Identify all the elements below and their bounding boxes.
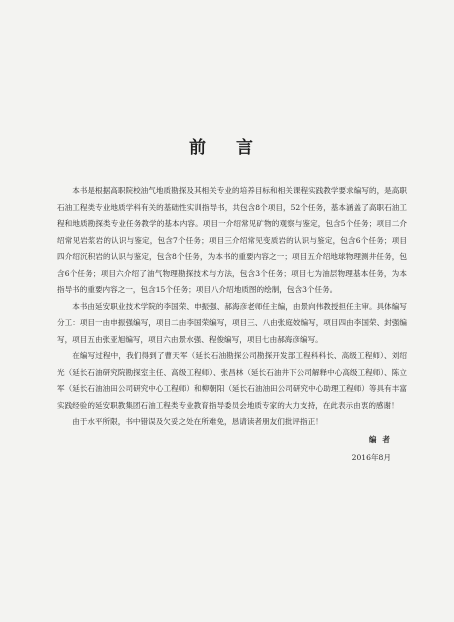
signature-date: 2016年8月 — [351, 453, 391, 462]
paragraph: 本书由延安职业技术学院的李国荣、申振强、郝海彦老师任主编，由景向伟教授担任主审。具体编写分工：项目一由申振强编写，项目二由李国荣编写，项目三、八由张庭姣编写，项目四由李国荣、封强编写，项目五由张亚旭编写，项目六由景水强、程俊编写，项目七由郝海彦编写。 — [57, 301, 407, 344]
paragraph: 本书是根据高职院校油气地质勘探及其相关专业的培养目标和相关课程实践教学要求编写的，是高职石油工程类专业地质学科有关的基础性实训指导书，共包含8个项目，52个任务，基本涵盖了高职石油工程和地质勘探类专业任务教学的基本内容。项目一介绍常见矿物的观察与鉴定，包含5个任务；项目二介绍常见岩浆岩的认识与鉴定，包含7个任务；项目三介绍常见变质岩的认识与鉴定，包含6个任务；项目四介绍沉积岩的认识与鉴定，包含8个任务，为本书的重要内容之一；项目五介绍地球物理测井任务，包含6个任务；项目六介绍了油气物理勘探技术与方法，包含3个任务；项目七为油层物理基本任务，为本指导书的重要内容之一，包含15个任务；项目八介绍地质图的绘制，包含3个任务。 — [57, 186, 407, 294]
signature-author: 编者 — [368, 435, 396, 444]
preface-body — [57, 183, 407, 431]
paragraph: 在编写过程中，我们得到了曹天军（延长石油勘探公司勘探开发部工程科科长、高级工程师）、刘绍光（延长石油研究院勘探室主任、高级工程师）、张昌林（延长石油井下公司解释中心高级工程师）、陈立军（延长石油油田公司研究中心工程师）和柳朝阳（延长石油油田公司研究中心助理工程师）等具有丰富实践经验的延安职教集团石油工程类专业教育指导委员会地质专家的大力支持，在此表示由衷的感谢！ — [57, 351, 407, 410]
paragraph: 由于水平所限，书中错误及欠妥之处在所难免，恳请读者朋友们批评指正！ — [72, 417, 323, 426]
page-title: 前 言 — [189, 138, 265, 158]
